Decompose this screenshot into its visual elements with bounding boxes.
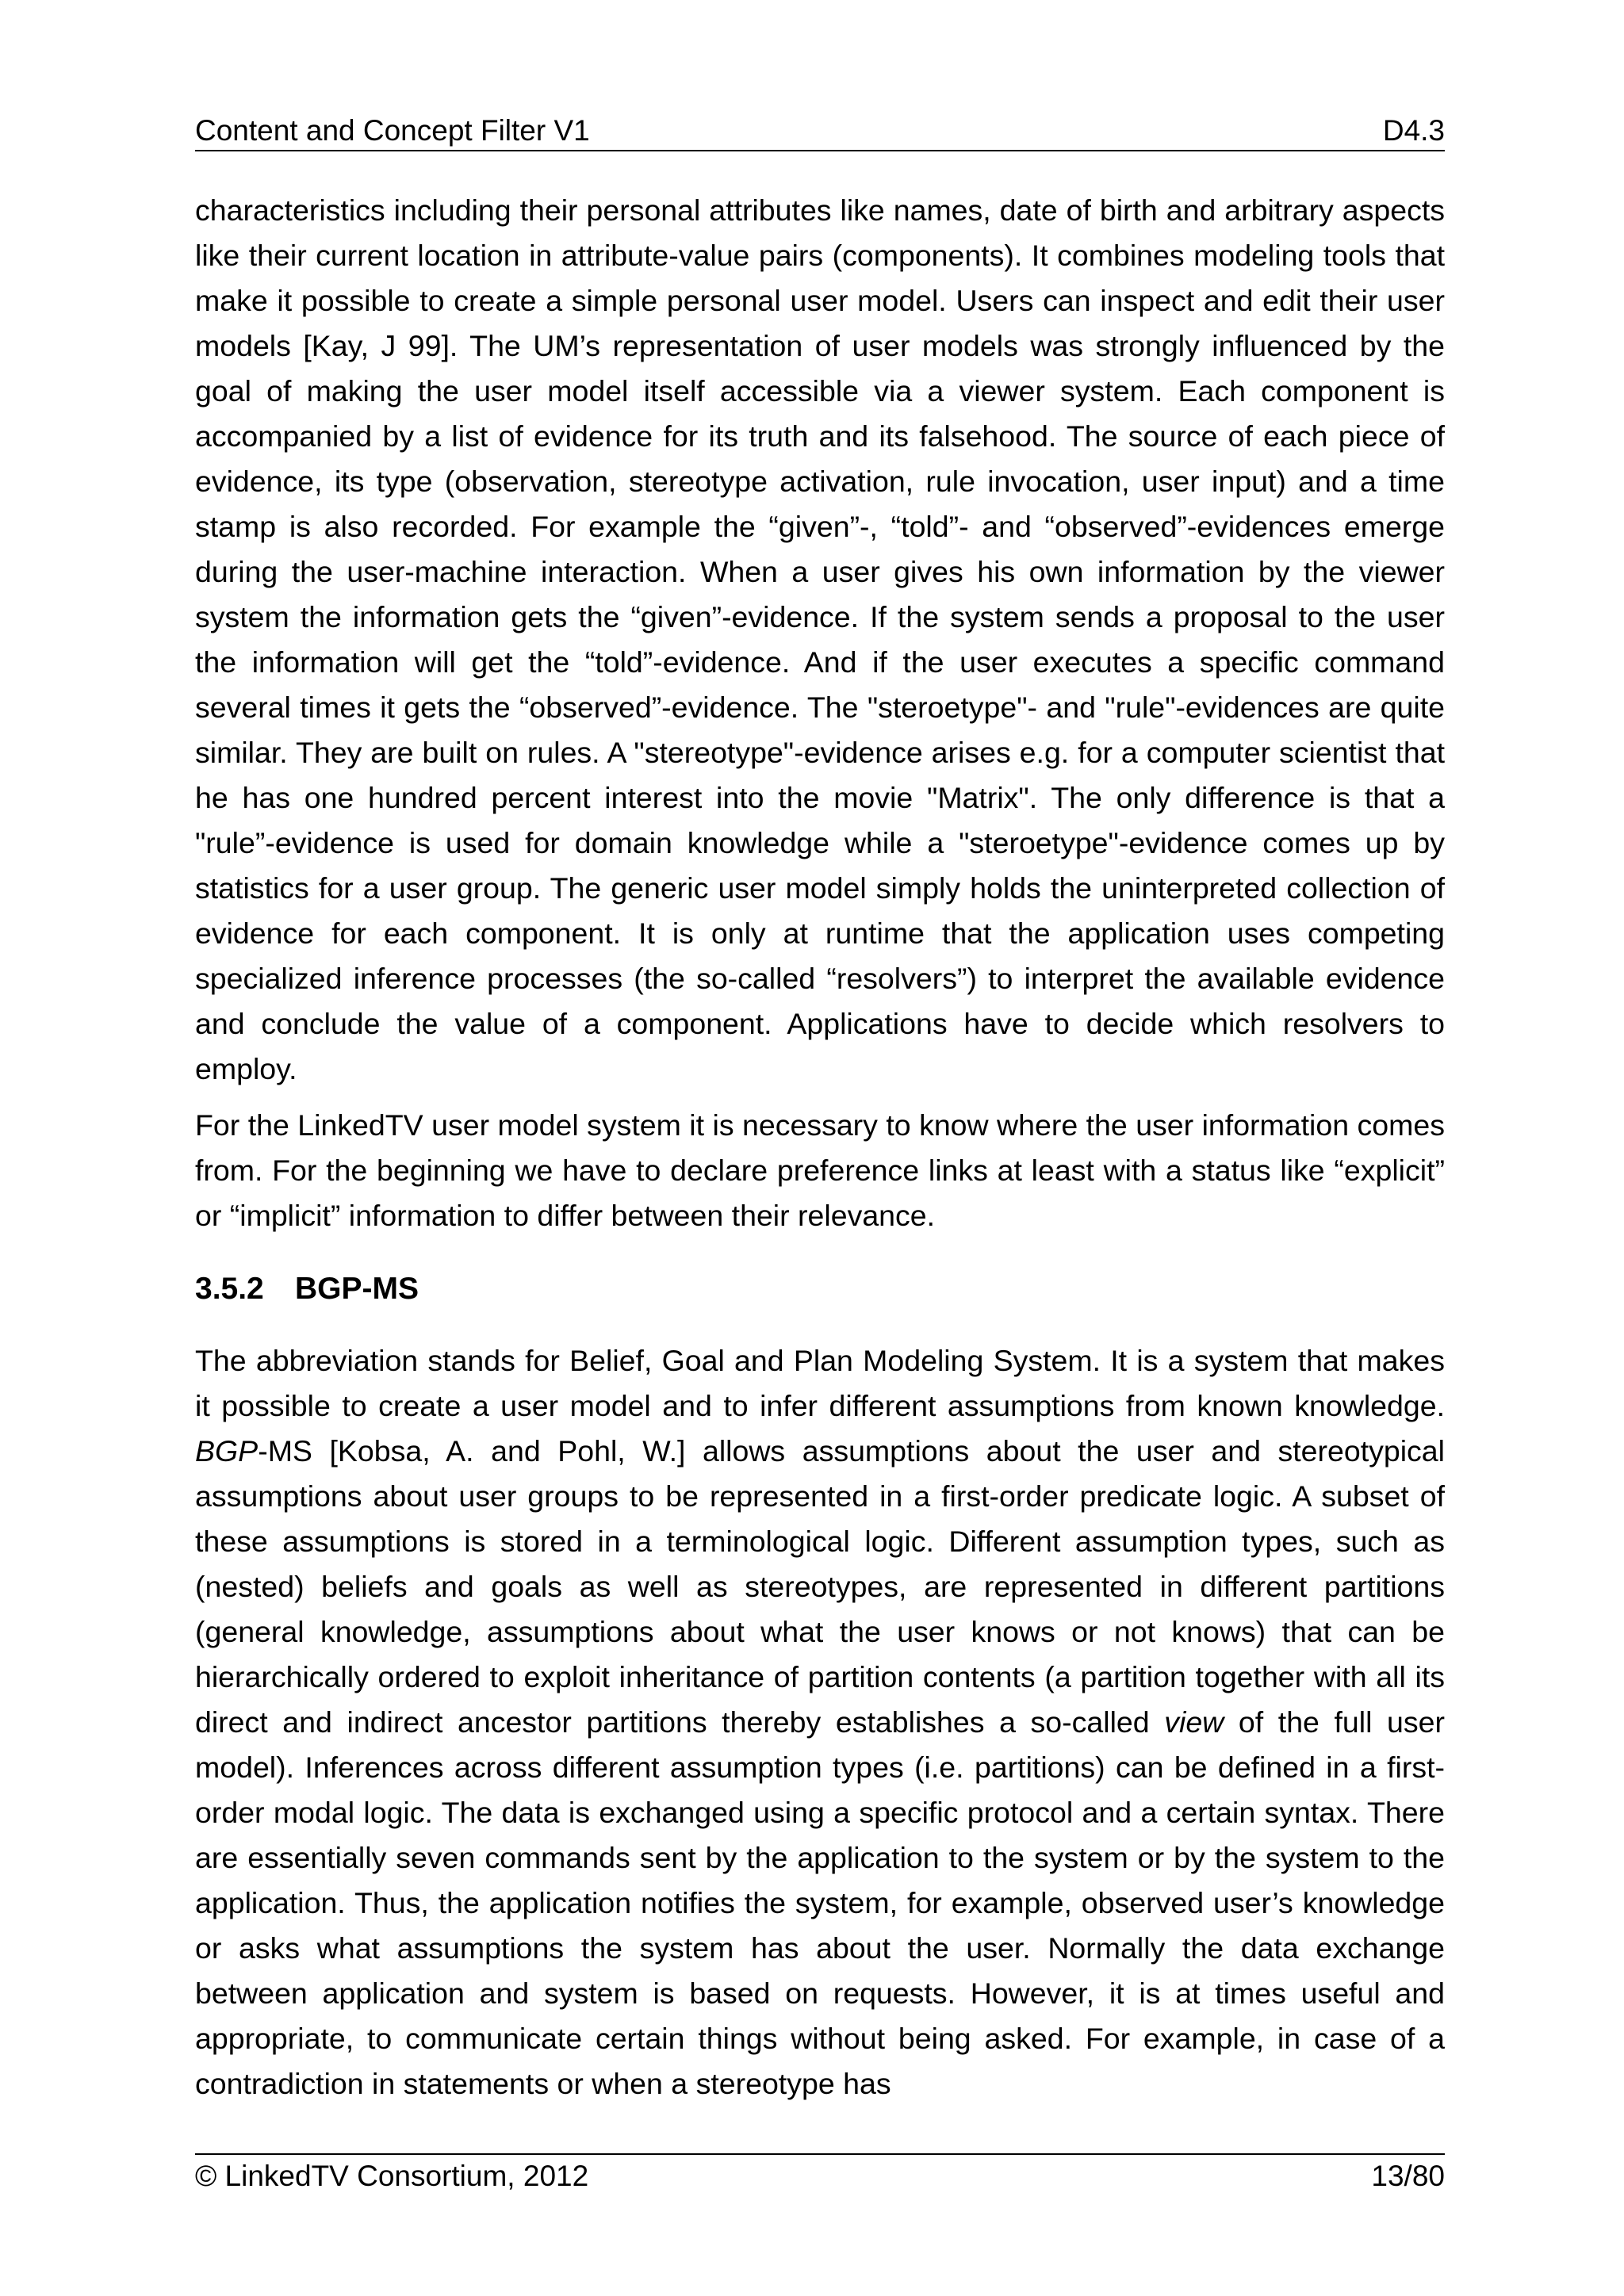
- footer-page-number: 13/80: [1371, 2160, 1445, 2192]
- footer-copyright: © LinkedTV Consortium, 2012: [195, 2160, 589, 2192]
- page-footer: [195, 2153, 1445, 2195]
- header-doc-id: D4.3: [1382, 114, 1445, 147]
- paragraph-1: characteristics including their personal attributes like names, date of birth and arbitrary aspects like their current location in attribute-value pairs (components). It combines modeling tools that make it possible to create a simple personal user model. Users can inspect and edit their user models [Kay, J 99]. The UM’s representation of user models was strongly influenced by the goal of making the user model itself accessible via a viewer system. Each component is accompanied by a list of evidence for its truth and its falsehood. The source of each piece of evidence, its type (observation, stereotype activation, rule invocation, user input) and a time stamp is also recorded. For example the “given”-, “told”- and “observed”-evidences emerge during the user-machine interaction. When a user gives his own information by the viewer system the information gets the “given”-evidence. If the system sends a proposal to the user the information will get the “told”-evidence. And if the user executes a specific command several times it gets the “observed”-evidence. The "steroetype"- and "rule"-evidences are quite similar. They are built on rules. A "stereotype"-evidence arises e.g. for a computer scientist that he has one hundred percent interest into the movie "Matrix". The only difference is that a "rule”-evidence is used for domain knowledge while a "steroetype"-evidence comes up by statistics for a user group. The generic user model simply holds the uninterpreted collection of evidence for each component. It is only at runtime that the application uses competing specialized inference processes (the so-called “resolvers”) to interpret the available evidence and conclude the value of a component. Applications have to decide which resolvers to employ.: [195, 193, 1445, 1085]
- paragraph-2: For the LinkedTV user model system it is necessary to know where the user information comes from. For the beginning we have to declare preference links at least with a status like “explicit” or “implicit” information to differ between their relevance.: [195, 1108, 1445, 1232]
- paragraph-3-part-a: The abbreviation stands for Belief, Goal and Plan Modeling System. It is a system that makes it possible to create a user model and to infer different assumptions from known knowledge.: [195, 1344, 1445, 1422]
- paragraph-3-part-b: -MS [Kobsa, A. and Pohl, W.] allows assumptions about the user and stereotypical assumptions about user groups to be represented in a first-order predicate logic. A subset of these assumptions is stored in a terminological logic. Different assumption types, such as (nested) beliefs and goals as well as stereotypes, are represented in different partitions (general knowledge, assumptions about what the user knows or not knows) that can be hierarchically ordered to exploit inheritance of partition contents (a partition together with all its direct and indirect ancestor partitions thereby establishes a so-called: [195, 1434, 1445, 1739]
- paragraph-3-bgp-italic: BGP: [195, 1434, 259, 1468]
- body-text: [195, 188, 1445, 2107]
- paragraph-3-view-italic: view: [1164, 1705, 1224, 1739]
- page-header: [195, 112, 1445, 151]
- paragraph-3: [195, 1338, 1445, 2107]
- section-title: BGP-MS: [295, 1272, 419, 1306]
- section-number: 3.5.2: [195, 1272, 264, 1306]
- paragraph-3-part-c: of the full user model). Inferences across different assumption types (i.e. partitions) can be defined in a first-order modal logic. The data is exchanged using a specific protocol and a certain syntax. There are essentially seven commands sent by the application to the system or by the system to the application. Thus, the application notifies the system, for example, observed user’s knowledge or asks what assumptions the system has about the user. Normally the data exchange between application and system is based on requests. However, it is at times useful and appropriate, to communicate certain things without being asked. For example, in case of a contradiction in statements or when a stereotype has: [195, 1705, 1446, 2100]
- section-heading: [195, 1265, 1445, 1313]
- header-title: Content and Concept Filter V1: [195, 114, 590, 147]
